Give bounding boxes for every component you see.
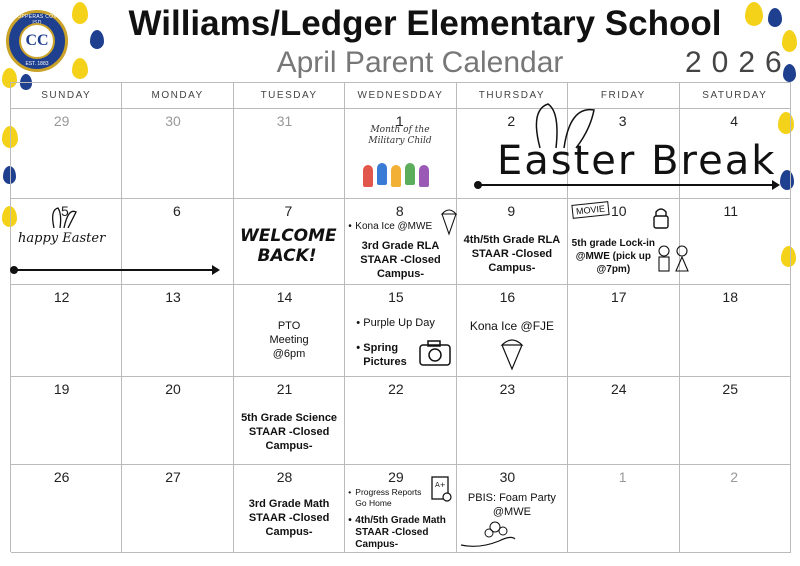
day-cell [568,465,679,553]
day-number: 28 [276,469,293,485]
day-number: 3 [618,113,627,129]
day-number: 16 [499,289,516,305]
day-cell [680,199,791,285]
svg-text:A+: A+ [434,481,446,489]
child-figure-icon [391,165,401,187]
day-cell [568,377,679,465]
day-number: 10 [610,203,627,219]
day-number: 18 [722,289,738,305]
day-header-monday: MONDAY [122,83,233,109]
event-kona-ice-fje: Kona Ice @FJE [469,319,555,333]
foam-hands-icon [459,519,519,551]
day-number: 30 [499,469,516,485]
day-header-friday: FRIDAY [568,83,679,109]
event-spring-pictures: • Spring Pictures [363,341,415,369]
event-pto-meeting: PTO Meeting @6pm [269,320,309,360]
day-number: 31 [276,113,293,129]
spring-break-arrow [14,269,218,271]
day-cell [345,285,456,377]
day-number: 6 [173,203,181,219]
day-number: 9 [507,203,516,219]
event-purple-up-day: • Purple Up Day [363,317,453,329]
event-4-5-grade-rla: 4th/5th Grade RLA STAAR -Closed Campus- [463,234,561,274]
day-number: 15 [388,289,404,305]
snow-cone-small-icon [440,206,458,236]
day-number: 29 [53,113,70,129]
event-3rd-grade-math: 3rd Grade Math STAAR -Closed Campus- [248,498,330,538]
day-cell [11,465,122,553]
day-cell [568,285,679,377]
seal-center-text: CC [19,23,55,59]
kids-group-icon [656,244,692,282]
event-4-5-grade-math: • 4th/5th Grade Math STAAR -Closed Campus- [355,515,453,551]
bunny-ears-small-icon [48,206,78,228]
day-number: 22 [388,381,404,397]
day-header-wednesday: WEDNESDDAY [345,83,456,109]
day-number: 2 [507,113,516,129]
event-5th-grade-science: 5th Grade Science STAAR -Closed Campus- [241,412,338,452]
day-cell [457,199,568,285]
military-child-graphic [357,125,443,195]
snow-cone-icon [499,335,525,371]
day-number: 13 [165,289,181,305]
day-number: 4 [730,113,738,129]
day-number: 19 [53,381,70,397]
seal-top-text: COPPERAS COVE [13,14,61,20]
day-number: 23 [499,381,516,397]
day-number: 17 [610,289,627,305]
event-kona-ice-mwe: • Kona Ice @MWE [355,221,453,233]
day-cell [122,109,233,199]
day-number: 29 [388,469,404,485]
day-cell [11,377,122,465]
event-progress-reports: • Progress Reports Go Home [355,487,425,509]
day-number: 8 [395,203,404,219]
camera-icon [418,339,452,367]
day-number: 26 [53,469,70,485]
day-number: 2 [730,469,738,485]
child-figure-icon [363,165,373,187]
day-number: 7 [284,203,293,219]
military-child-title: Month of the Military Child [368,125,432,146]
day-number: 1 [395,113,404,129]
seal-bottom-text: EST. 1883 [25,61,49,67]
child-figure-icon [377,163,387,185]
day-number: 12 [53,289,70,305]
day-cell [345,465,456,553]
day-cell [122,377,233,465]
movie-ticket-icon: MOVIE [572,201,610,219]
day-cell [11,285,122,377]
day-cell [457,465,568,553]
day-number: 14 [276,289,293,305]
day-cell [234,465,345,553]
day-number: 30 [165,113,181,129]
day-number: 11 [723,203,738,219]
day-cell [680,377,791,465]
easter-break-arrow [478,184,778,186]
day-number: 20 [165,381,181,397]
day-cell [234,377,345,465]
day-cell [457,377,568,465]
lock-icon [651,206,671,230]
welcome-back-text: WELCOME BACK! [240,226,337,266]
day-cell [345,377,456,465]
day-number: 21 [276,381,293,397]
child-figure-icon [419,165,429,187]
day-header-thursday: THURSDAY [457,83,568,109]
day-cell [234,285,345,377]
event-5th-grade-lockin: 5th grade Lock-in @MWE (pick up @7pm) [571,238,656,275]
easter-break-banner: Easter Break [497,138,777,184]
day-cell [234,109,345,199]
day-header-sunday: SUNDAY [11,83,122,109]
day-number: 25 [722,381,738,397]
day-cell [457,285,568,377]
day-cell [680,465,791,553]
day-number: 27 [165,469,181,485]
day-header-tuesday: TUESDAY [234,83,345,109]
day-number: 5 [61,203,69,219]
happy-easter-text: happy Easter [18,231,106,246]
day-cell [680,285,791,377]
school-name: Williams/Ledger Elementary School [128,4,722,43]
day-cell [11,109,122,199]
day-number: 24 [610,381,627,397]
event-3rd-grade-rla: 3rd Grade RLA STAAR -Closed Campus- [360,240,441,280]
event-pbis-foam-party: PBIS: Foam Party @MWE [467,492,556,518]
day-header-saturday: SATURDAY [680,83,791,109]
calendar-title: April Parent Calendar [276,46,564,79]
school-seal-logo [6,10,68,72]
day-cell [122,465,233,553]
day-number: 1 [618,469,627,485]
report-card-icon [430,475,452,503]
calendar-year: 2026 [685,46,792,79]
day-cell [122,285,233,377]
child-figure-icon [405,163,415,185]
